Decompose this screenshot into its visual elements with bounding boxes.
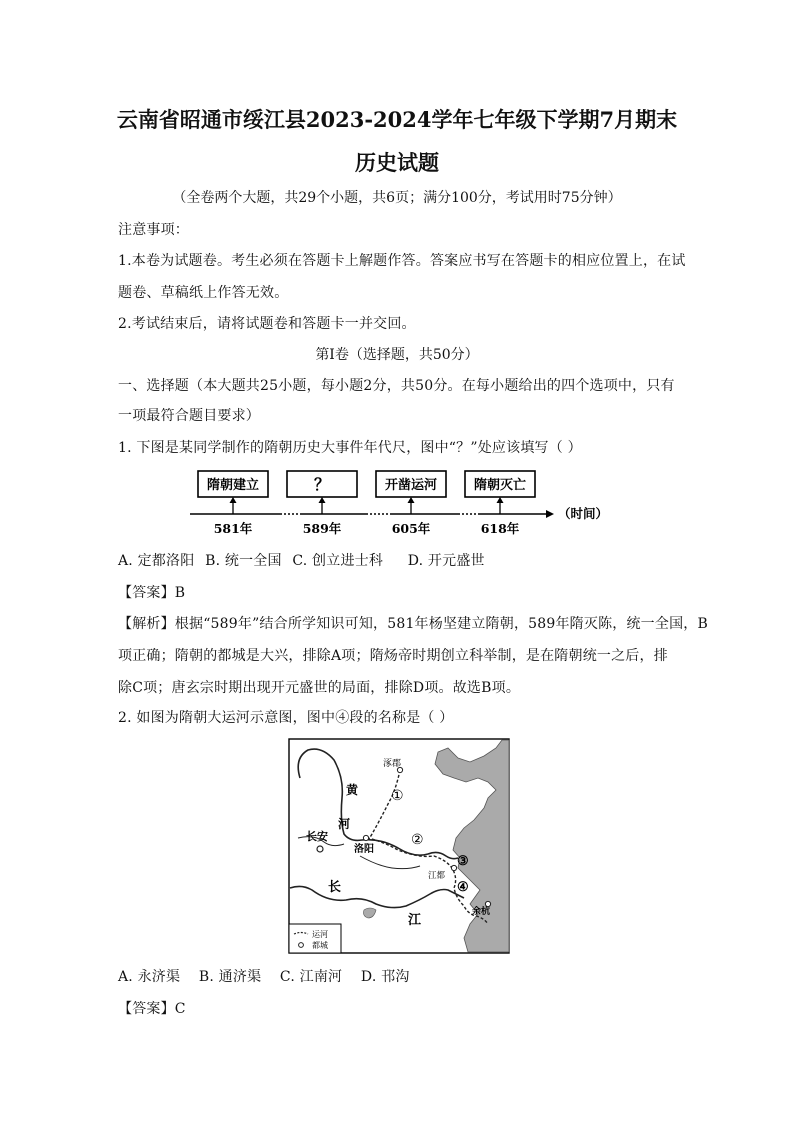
yuhang-marker	[485, 901, 490, 906]
label-jiang: 江	[408, 913, 422, 928]
q2-option-c: C. 江南河	[279, 969, 343, 985]
part-1-heading: 第Ⅰ卷（选择题，共50分）	[315, 347, 479, 363]
q1-option-c: C. 创立进士科	[292, 553, 384, 569]
note-1-line-2: 题卷、草稿纸上作答无效。	[118, 285, 289, 301]
timeline-box-2-label: ？	[313, 475, 331, 494]
q1-option-d: D. 开元盛世	[407, 553, 485, 569]
label-zhuojun: 涿郡	[383, 759, 402, 769]
label-yuhang: 余杭	[472, 907, 491, 917]
timeline-box-1-label: 隋朝建立	[206, 478, 260, 493]
legend-capital-label: 都城	[312, 941, 328, 950]
label-he: 河	[338, 817, 351, 831]
label-jiangdu: 江都	[428, 871, 446, 881]
note-2: 2.考试结束后，请将试题卷和答题卡一并交回。	[118, 316, 416, 332]
question-1-stem: 1. 下图是某同学制作的隋朝历史大事件年代尺，图中“？”处应该填写（ ）	[118, 440, 582, 456]
label-changan: 长安	[306, 830, 328, 843]
timeline-box-1	[198, 471, 268, 497]
timeline-box-2	[287, 471, 357, 497]
timeline-box-4	[465, 471, 535, 497]
exam-subject-title: 历史试题	[355, 150, 439, 175]
q1-option-a: A. 定都洛阳	[118, 553, 195, 569]
label-section-2: ②	[411, 832, 424, 848]
question-2-answer: 【答案】C	[118, 1001, 186, 1017]
label-section-1: ①	[391, 788, 404, 804]
notes-heading: 注意事项：	[118, 222, 189, 238]
exam-instructions-summary: （全卷两个大题，共29个小题，共6页；满分100分，考试用时75分钟）	[172, 190, 622, 206]
legend-capital-symbol	[299, 943, 304, 948]
question-1-analysis-line-3: 除C项；唐玄宗时期出现开元盛世的局面，排除D项。故选B项。	[118, 680, 521, 696]
label-section-4: ④	[457, 880, 469, 895]
timeline-figure	[190, 467, 610, 539]
q1-option-b: B. 统一全国	[205, 553, 282, 569]
luoyang-marker	[363, 835, 368, 840]
timeline-pointers	[230, 497, 504, 514]
q2-option-d: D. 邗沟	[360, 969, 410, 985]
question-2-options	[118, 966, 410, 986]
timeline-box-4-label: 隋朝灭亡	[473, 478, 527, 493]
q2-option-b: B. 通济渠	[198, 969, 262, 985]
timeline-year-3: 605年	[391, 521, 431, 536]
section-1-line-1: 一、选择题（本大题共25小题，每小题2分，共50分。在每小题给出的四个选项中，只有	[118, 378, 675, 394]
question-1-analysis-line-2: 项正确；隋朝的都城是大兴，排除A项；隋炀帝时期创立科举制，是在隋朝统一之后，排	[118, 648, 668, 664]
question-1-analysis-line-1: 【解析】根据“589年”结合所学知识可知，581年杨坚建立隋朝，589年隋灭陈，统一全国，B	[118, 616, 708, 632]
q2-option-a: A. 永济渠	[118, 969, 181, 985]
question-1-answer: 【答案】B	[118, 585, 186, 601]
note-1-line-1: 1.本卷为试题卷。考生必须在答题卡上解题作答。答案应书写在答题卡的相应位置上，在试	[118, 253, 686, 269]
label-huang: 黄	[346, 783, 359, 797]
changan-marker	[317, 846, 323, 852]
timeline-box-3	[376, 471, 446, 497]
timeline-year-1: 581年	[213, 521, 253, 536]
map-legend	[289, 924, 341, 953]
label-chang: 长	[328, 880, 342, 895]
question-1-options	[118, 550, 485, 570]
legend-canal-label: 运河	[312, 930, 328, 939]
section-1-line-2: 一项最符合题目要求）	[118, 408, 260, 424]
exam-title: 云南省昭通市绥江县2023-2024学年七年级下学期7月期末	[116, 107, 678, 132]
question-2-stem: 2. 如图为隋朝大运河示意图，图中④段的名称是（ ）	[118, 710, 454, 726]
jiangdu-marker	[451, 865, 456, 870]
timeline-year-4: 618年	[480, 521, 520, 536]
label-luoyang: 洛阳	[354, 844, 374, 855]
timeline-axis-label: （时间）	[558, 506, 609, 521]
timeline-box-3-label: 开凿运河	[384, 478, 438, 493]
timeline-year-2: 589年	[302, 521, 342, 536]
label-section-3: ③	[457, 854, 469, 869]
grand-canal-map	[288, 738, 510, 954]
